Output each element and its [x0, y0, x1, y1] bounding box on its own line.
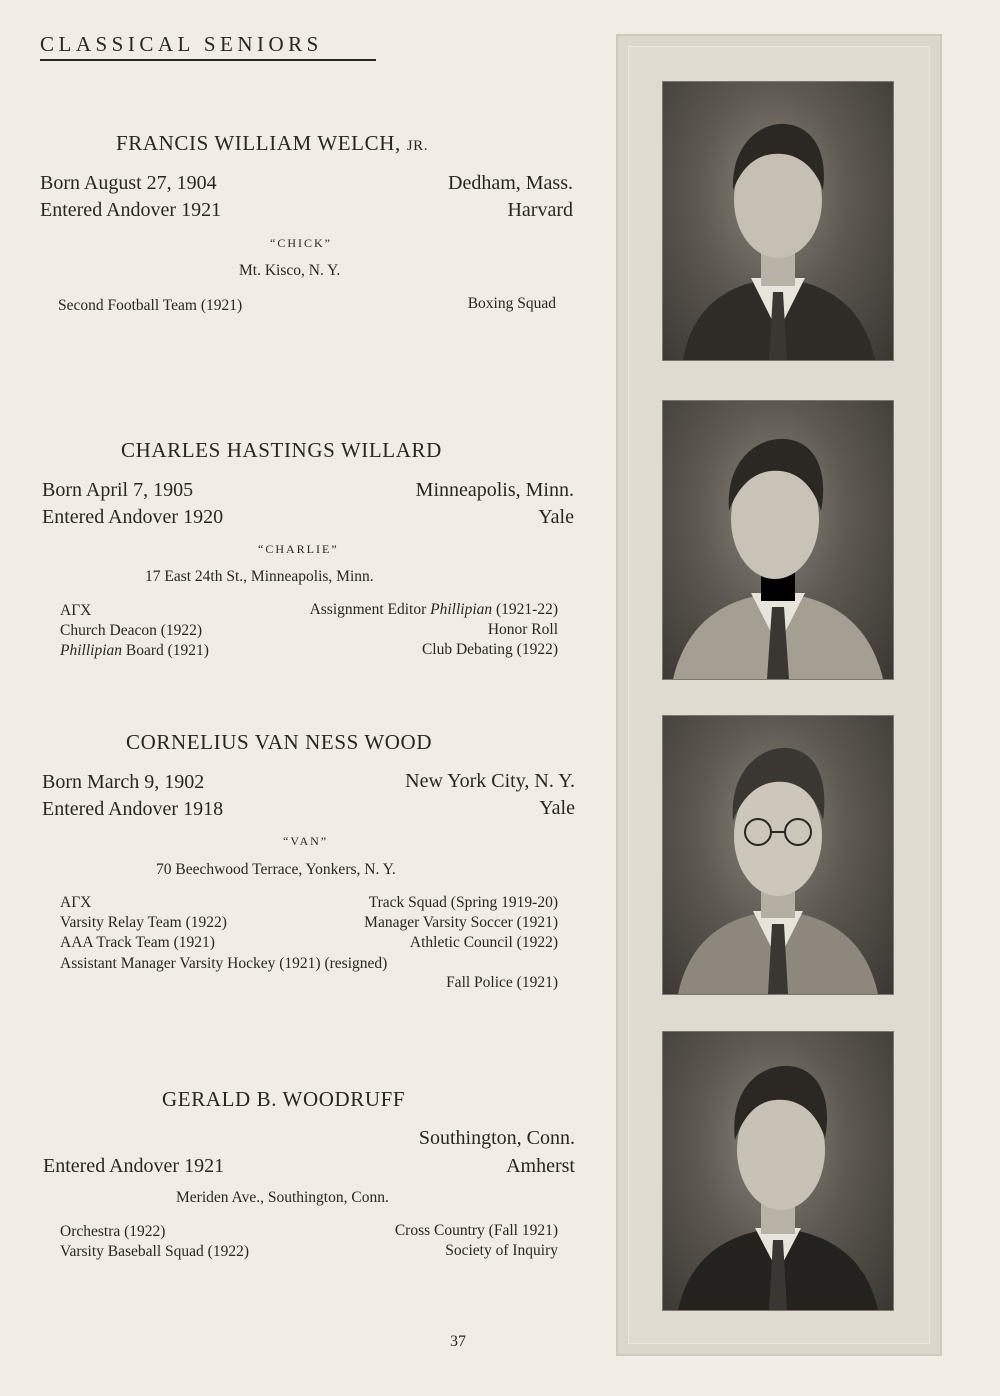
- activity-italic: Phillipian: [60, 642, 122, 659]
- entered-year: Entered Andover 1918: [42, 798, 224, 820]
- hometown: Minneapolis, Minn.: [415, 479, 574, 501]
- portrait-photo: [663, 401, 893, 679]
- hometown: New York City, N. Y.: [405, 770, 575, 792]
- portrait-photo: [663, 716, 893, 994]
- nickname: “CHICK”: [270, 236, 332, 250]
- senior-name: CORNELIUS VAN NESS WOOD: [126, 730, 433, 754]
- portrait-illustration: [663, 82, 893, 360]
- activity-right: Honor Roll: [487, 621, 558, 638]
- activity-left: ΑΓΧ: [60, 894, 92, 911]
- portrait-illustration: [663, 1032, 893, 1310]
- college: Amherst: [506, 1155, 575, 1177]
- nickname: “CHARLIE”: [258, 542, 339, 556]
- activity-left: Varsity Relay Team (1922): [60, 914, 227, 931]
- activity-left: AAA Track Team (1921): [60, 934, 215, 951]
- activity-left: Second Football Team (1921): [58, 297, 243, 314]
- college: Yale: [539, 797, 575, 819]
- entered-year: Entered Andover 1921: [40, 199, 222, 221]
- birth-date: Born August 27, 1904: [40, 172, 217, 194]
- portrait-illustration: [663, 401, 893, 679]
- activity-text: Board (1921): [122, 642, 209, 659]
- page-number: 37: [450, 1333, 466, 1350]
- college: Harvard: [507, 199, 573, 221]
- activity-left: Orchestra (1922): [60, 1223, 166, 1240]
- hometown: Dedham, Mass.: [448, 172, 573, 194]
- portrait-illustration: [663, 716, 893, 994]
- name-suffix: JR.: [406, 138, 429, 154]
- portrait-photo: [663, 1032, 893, 1310]
- activity-left: Varsity Baseball Squad (1922): [60, 1243, 249, 1260]
- nickname: “VAN”: [283, 834, 329, 848]
- hometown: Southington, Conn.: [418, 1127, 575, 1149]
- senior-name: [116, 131, 428, 156]
- activity-right: [310, 601, 558, 619]
- activity-italic: Phillipian: [430, 601, 493, 618]
- entered-year: Entered Andover 1921: [43, 1155, 225, 1177]
- senior-name-text: FRANCIS WILLIAM WELCH,: [116, 131, 401, 155]
- activity-text: (1921-22): [492, 601, 558, 618]
- activity-left: Church Deacon (1922): [60, 622, 203, 639]
- address: 70 Beechwood Terrace, Yonkers, N. Y.: [156, 861, 396, 878]
- activity-right: Athletic Council (1922): [409, 934, 558, 951]
- activity-right: Society of Inquiry: [445, 1242, 558, 1259]
- address: 17 East 24th St., Minneapolis, Minn.: [145, 568, 374, 585]
- activity-right: Club Debating (1922): [421, 641, 558, 658]
- address: Mt. Kisco, N. Y.: [239, 262, 341, 279]
- activity-left: ΑΓΧ: [60, 602, 92, 619]
- senior-name: CHARLES HASTINGS WILLARD: [121, 438, 442, 462]
- activity-right: Track Squad (Spring 1919-20): [368, 894, 558, 911]
- activity-right: Boxing Squad: [467, 295, 556, 312]
- senior-name: GERALD B. WOODRUFF: [162, 1087, 406, 1111]
- birth-date: Born March 9, 1902: [42, 771, 205, 793]
- activity-text: Assignment Editor: [309, 601, 431, 618]
- college: Yale: [538, 506, 574, 528]
- activity-left: Assistant Manager Varsity Hockey (1921) (resigned): [60, 955, 388, 972]
- address: Meriden Ave., Southington, Conn.: [176, 1189, 389, 1206]
- activity-right: Fall Police (1921): [446, 974, 558, 991]
- section-title: CLASSICAL SENIORS: [40, 32, 323, 56]
- activity-right: Cross Country (Fall 1921): [394, 1222, 558, 1239]
- activity-right: Manager Varsity Soccer (1921): [364, 914, 558, 931]
- birth-date: Born April 7, 1905: [42, 479, 194, 501]
- header-underline: [40, 59, 376, 61]
- activity-left: [60, 642, 209, 660]
- portrait-photo: [663, 82, 893, 360]
- entered-year: Entered Andover 1920: [42, 506, 224, 528]
